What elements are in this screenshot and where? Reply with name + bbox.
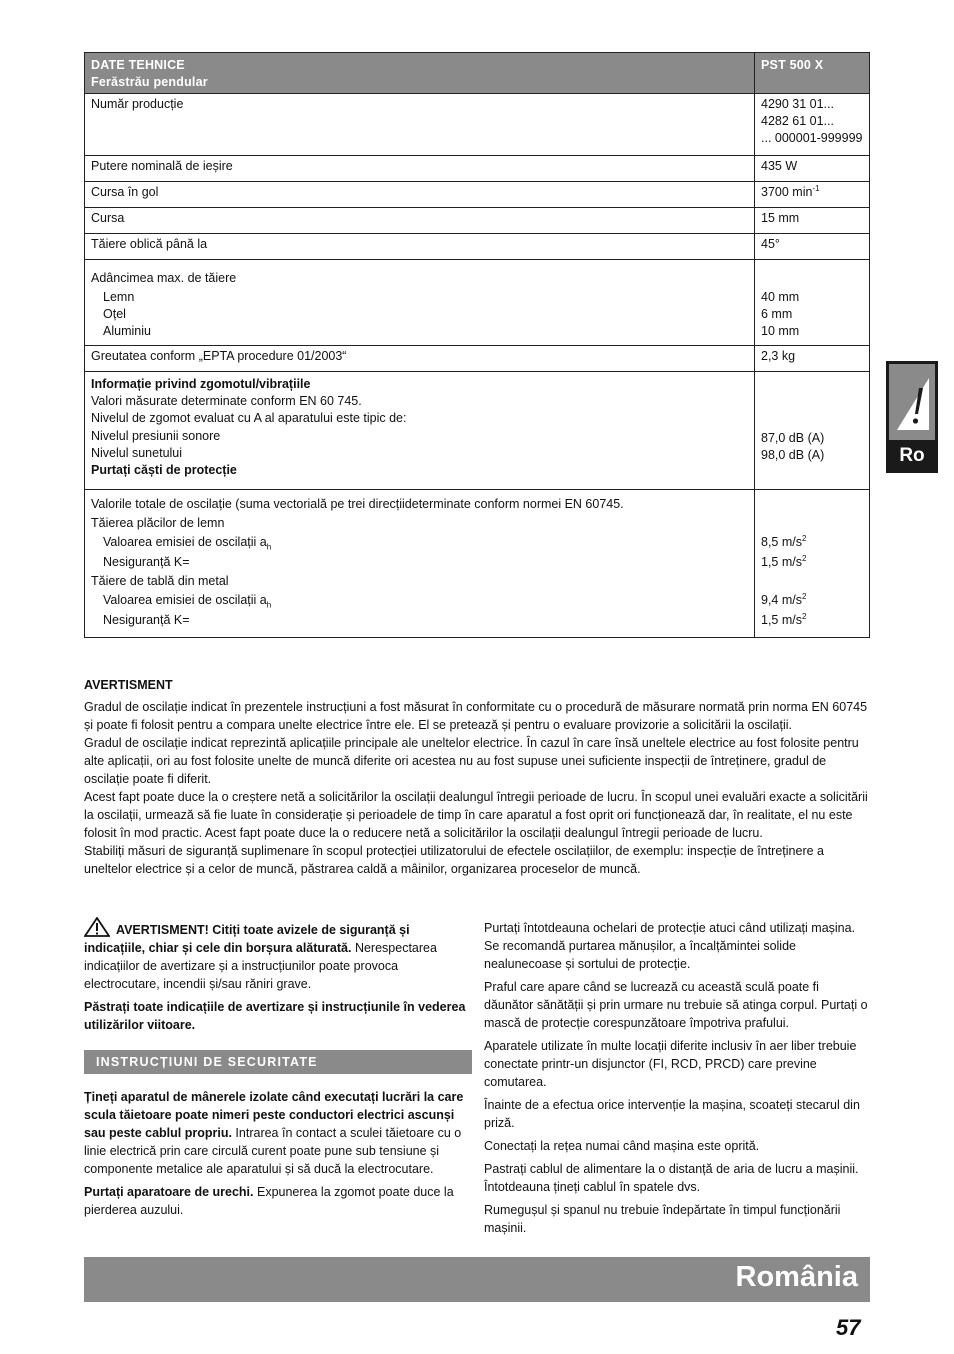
warning-paragraph-2: Gradul de oscilație indicat reprezintă aplicațiile principale ale uneltelor electrice. În cazul în care însă uneltele electrice au fost folosite pentru alte aplicații, ori au fost folosite unelte de muncă diferite ori acestea nu au fost supuse unei suficiente inspecții de întreținere, gradul de oscilație poate fi diferit. xyxy=(84,736,859,786)
section-header-safety: INSTRUCȚIUNI DE SECURITATE xyxy=(84,1050,472,1074)
safety-warning xyxy=(84,917,472,993)
row-label: Greutatea conform „EPTA procedure 01/2003“ xyxy=(85,346,755,372)
prod-number-1: 4290 31 01... xyxy=(761,97,834,111)
row-value: 45° xyxy=(755,234,870,260)
vib-metal-ah-value: 9,4 $m/s^2$ xyxy=(761,591,807,607)
table-header-title xyxy=(85,53,755,94)
table-row xyxy=(85,94,870,156)
table-row xyxy=(85,260,870,346)
row-label: Cursa xyxy=(85,208,755,234)
table-row xyxy=(85,372,870,490)
warning-paragraph-4: Stabiliți măsuri de siguranță suplimenare în scopul protecției utilizatorului de efectele oscilațiilor, de exemplu: inspecție de întreținere a uneltelor electrice și a celor de muncă, păstrarea caldă a mâinilor, organizarea proceselor de muncă. xyxy=(84,844,824,876)
depth-steel: Oțel xyxy=(103,307,126,321)
vib-metal-emission: Valoarea emisiei de oscilații $a_h$ xyxy=(103,593,272,610)
depth-alu-value: 10 mm xyxy=(761,324,800,338)
header-title-2: Ferăstrău pendular xyxy=(91,75,208,89)
noise-pressure-value: 87,0 dB (A) xyxy=(761,431,825,445)
idle-stroke-value: 3700 min xyxy=(761,185,813,199)
page-number: 57 xyxy=(836,1315,861,1340)
row-label xyxy=(85,260,755,346)
ear-protection-paragraph: Purtați aparatoare de urechi. Expunerea la zgomot poate duce la pierderea auzului. xyxy=(84,1185,454,1217)
warning-title: AVERTISMENT xyxy=(84,678,173,692)
depth-alu: Aluminiu xyxy=(103,324,151,338)
noise-power-label: Nivelul sunetului xyxy=(91,446,183,460)
row-value: 15 mm xyxy=(755,208,870,234)
right-paragraph: Aparatele utilizate în multe locații diferite inclusiv în aer liber trebuie conectate printr-un disjunctor (FI, RCD, PRCD) care previne comutarea. xyxy=(484,1039,857,1089)
row-label xyxy=(85,490,755,638)
vib-metal-k-value: 1,5 $m/s^2$ xyxy=(761,611,807,627)
right-paragraph: Praful care apare când se lucrează cu această sculă poate fi dăunător sănătății și prin urmare nu trebuie să atinga corpul. Purtați o mască de protecție corespunzătoare împotriva prafului. xyxy=(484,980,868,1030)
noise-power-value: 98,0 dB (A) xyxy=(761,448,825,462)
keep-instructions: Păstrați toate indicațiile de avertizare și instrucțiunile în vederea utilizărilor viitoare. xyxy=(84,1000,466,1032)
depth-wood-value: 40 mm xyxy=(761,290,800,304)
warning-exclamation-icon xyxy=(889,364,935,440)
vibration-warning xyxy=(84,676,870,878)
header-title-1: DATE TEHNICE xyxy=(91,58,185,72)
footer-language-title: România xyxy=(735,1261,858,1293)
table-row xyxy=(85,182,870,208)
language-tab xyxy=(886,361,938,473)
vib-wood-ah-value: 8,5 $m/s^2$ xyxy=(761,533,807,549)
table-header-row xyxy=(85,53,870,94)
safety-warning-bold: AVERTISMENT! Citiți toate avizele de siguranță și indicațiile, chiar și cele din borșura alăturată. xyxy=(84,923,410,955)
row-label: Cursa în gol xyxy=(85,182,755,208)
row-value: 435 W xyxy=(755,156,870,182)
table-row xyxy=(85,346,870,372)
warning-triangle-icon xyxy=(84,917,110,937)
noise-line1: Valori măsurate determinate conform EN 60 745. xyxy=(91,394,362,408)
prod-number-2: 4282 61 01... xyxy=(761,114,834,128)
right-column xyxy=(484,919,870,1242)
technical-data-table xyxy=(84,52,870,638)
row-value xyxy=(755,490,870,638)
depth-steel-value: 6 mm xyxy=(761,307,793,321)
idle-stroke-exp: -1 xyxy=(812,183,820,193)
header-model: PST 500 X xyxy=(755,53,870,94)
prod-number-3: ... 000001-999999 xyxy=(761,131,863,145)
right-paragraph: Purtați întotdeauna ochelari de protecție atuci când utilizați mașina. Se recomandă purtarea mănușilor, a încalțămintei solide nealunecoase și sortului de protecție. xyxy=(484,921,856,971)
table-row xyxy=(85,208,870,234)
row-value xyxy=(755,94,870,156)
warning-paragraph-3: Acest fapt poate duce la o creștere netă a solicitărilor la oscilații dealungul întregii perioade de lucru. În scopul unei evaluări exacte a solicitării la oscilații, urmează să fie luate în considerație și perioadele de timp în care aparatul a fost oprit ori funcționează dar, în realitate, el nu este folosit în mod practic. Acest fapt poate duce la o reducere netă a solicitărilor la oscilații dealungul întregii perioade de lucru. xyxy=(84,790,868,840)
vib-metal-uncert: Nesiguranță K= xyxy=(103,613,190,627)
language-tab-panel xyxy=(889,364,935,440)
right-paragraph: Înainte de a efectua orice intervenție la mașina, scoateți stecarul din priză. xyxy=(484,1098,860,1130)
table-row xyxy=(85,234,870,260)
row-value xyxy=(755,260,870,346)
row-value xyxy=(755,182,870,208)
warning-paragraph-1: Gradul de oscilație indicat în prezentele instrucțiuni a fost măsurat în conformitate cu o procedură de măsurare normată prin norma EN 60745 și poate fi folosit pentru a compara unelte electrice între ele. El se pretează și pentru o evaluare provizorie a solicitării la oscilații. xyxy=(84,700,868,732)
table-row xyxy=(85,490,870,638)
row-label: Număr producție xyxy=(85,94,755,156)
vib-wood-k-value: 1,5 $m/s^2$ xyxy=(761,553,807,569)
left-column xyxy=(84,917,472,1224)
safety-warning-text: Nerespectarea indicațiilor de avertizare și a instrucțiunilor poate provoca electrocutare, incendii și/sau răniri grave. xyxy=(84,941,437,991)
row-label: Putere nominală de ieșire xyxy=(85,156,755,182)
noise-protect: Purtați căști de protecție xyxy=(91,463,237,477)
insulated-grip-paragraph: Țineți aparatul de mânerele izolate când executați lucrări la care scula tăietoare poate nimeri peste conductori electrici ascunși sau peste cablul propriu. Intrarea în contact a sculei tăietoare cu o linie electrică prin care circulă curent poate pune sub tensiune și componente metalice ale aparatului și să ducă la electrocutare. xyxy=(84,1090,464,1176)
noise-heading: Informație privind zgomotul/vibrațiile xyxy=(91,377,311,391)
row-label xyxy=(85,372,755,490)
footer-bar xyxy=(84,1257,870,1302)
right-paragraph: Pastrați cablul de alimentare la o distanță de aria de lucru a mașinii. Întotdeauna țineți cablul în spatele dvs. xyxy=(484,1162,859,1194)
row-value xyxy=(755,372,870,490)
row-label: Tăiere oblică până la xyxy=(85,234,755,260)
vib-wood-uncert: Nesiguranță K= xyxy=(103,555,190,569)
right-paragraph: Rumegușul și spanul nu trebuie îndepărtate în timpul funcționării mașinii. xyxy=(484,1203,841,1235)
vib-wood: Tăierea plăcilor de lemn xyxy=(91,516,225,530)
depth-label: Adâncimea max. de tăiere xyxy=(91,271,237,285)
vib-metal: Tăiere de tablă din metal xyxy=(91,574,229,588)
right-paragraph: Conectați la rețea numai când mașina este oprită. xyxy=(484,1139,760,1153)
table-row xyxy=(85,156,870,182)
row-value: 2,3 kg xyxy=(755,346,870,372)
language-tab-label: Ro xyxy=(899,445,925,466)
vib-intro: Valorile totale de oscilație (suma vectorială pe trei direcțiideterminate conform normei EN 60745. xyxy=(91,497,624,511)
depth-wood: Lemn xyxy=(103,290,135,304)
noise-line2: Nivelul de zgomot evaluat cu A al aparatului este tipic de: xyxy=(91,411,407,425)
noise-pressure-label: Nivelul presiunii sonore xyxy=(91,429,221,443)
vib-wood-emission: Valoarea emisiei de oscilații $a_h$ xyxy=(103,535,272,552)
